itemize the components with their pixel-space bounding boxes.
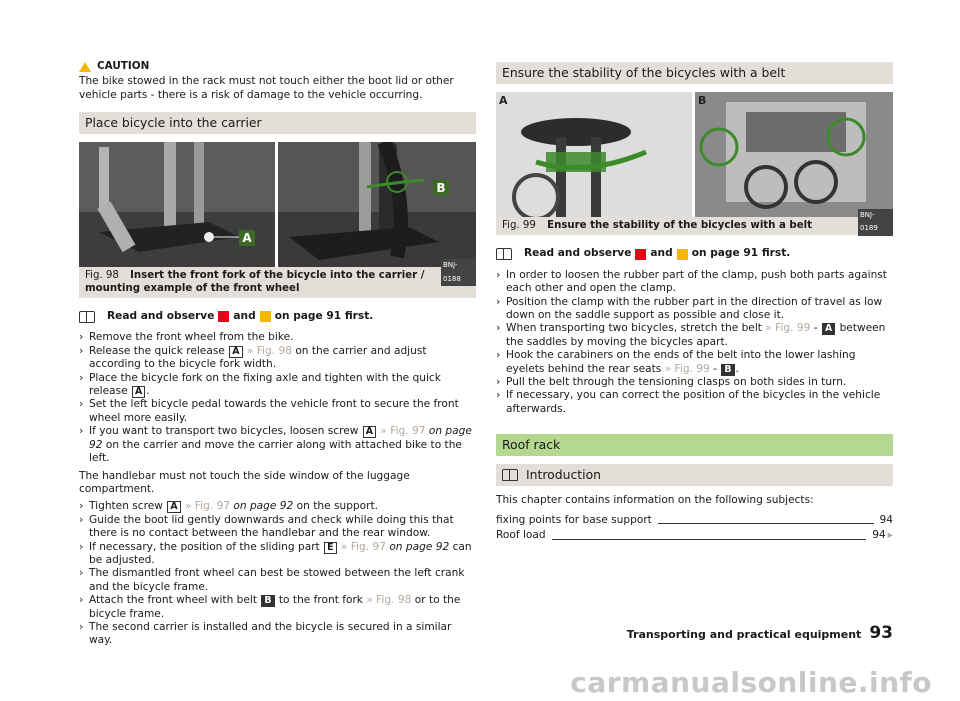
section-title-place-bicycle: Place bicycle into the carrier (79, 112, 476, 134)
key-b: B (721, 364, 734, 376)
fig-reference-link[interactable]: » Fig. 97 (340, 540, 386, 553)
note-pre: Read and observe (107, 310, 215, 323)
key-a: A (167, 501, 180, 513)
figure-98-label-b: B (433, 180, 449, 196)
figure-99-photo (496, 92, 893, 217)
key-a: A (132, 386, 145, 398)
warning-yellow-icon (260, 311, 271, 322)
list-item: › If necessary, you can correct the position of the bicycles in the vehicle afterwards. (496, 389, 881, 415)
book-icon (79, 311, 95, 323)
fig-reference-link[interactable]: » Fig. 97 (380, 425, 426, 438)
note-post: on page 91 first. (274, 310, 374, 323)
list-item: › Release the quick release A » Fig. 98 on the carrier and adjust according to the bicycle fork width. (79, 344, 427, 371)
bullet-arrow-icon: › (79, 594, 84, 607)
toc-leader (552, 539, 867, 540)
list-item: › Attach the front wheel with belt B to the front fork » Fig. 98 or to the bicycle frame. (79, 594, 461, 620)
figure-98-caption-text: Insert the front fork of the bicycle into the carrier / mounting example of the front wheel (85, 270, 425, 294)
bullet-arrow-icon: › (496, 349, 501, 362)
warning-yellow-icon (677, 249, 688, 260)
figure-98-code: BNJ-0188 (441, 259, 476, 286)
bullet-arrow-icon: › (496, 268, 501, 281)
figure-99-label-a: A (499, 94, 508, 107)
list-item: › If necessary, the position of the sliding part E » Fig. 97 on page 92 can be adjusted. (79, 540, 472, 566)
book-icon (496, 248, 512, 260)
key-a: A (363, 426, 376, 438)
handlebar-paragraph: The handlebar must not touch the side window of the luggage compartment. (79, 469, 410, 495)
steps-list-right (496, 269, 893, 416)
section-title-stability: Ensure the stability of the bicycles with a belt (496, 62, 893, 84)
fig-reference-link[interactable]: » Fig. 98 (366, 594, 412, 607)
list-item: › Set the left bicycle pedal towards the vehicle front to secure the front wheel more easily. (79, 398, 459, 424)
roof-rack-heading: Roof rack (496, 434, 893, 456)
key-b: B (261, 595, 274, 607)
bullet-arrow-icon: › (79, 344, 84, 357)
toc-row[interactable]: Roof load 94 ▸ (496, 529, 893, 542)
right-column (496, 60, 893, 543)
bullet-arrow-icon: › (79, 398, 84, 411)
bullet-arrow-icon: › (79, 567, 84, 580)
bullet-arrow-icon: › (79, 620, 84, 633)
list-item: › Position the clamp with the rubber part in the direction of travel as low down on the saddle support as possible and close it. (496, 295, 883, 322)
list-item: › The second carrier is installed and the bicycle is secured in a similar way. (79, 620, 452, 647)
caution-title: CAUTION (97, 60, 150, 72)
bullet-arrow-icon: › (496, 322, 501, 335)
left-column (79, 60, 476, 648)
figure-99-code: BNJ-0189 (858, 209, 893, 236)
list-item: › In order to loosen the rubber part of the clamp, push both parts against each other and open the clamp. (496, 268, 887, 295)
caution-icon (79, 62, 91, 72)
figure-98-label-a: A (239, 230, 255, 246)
warning-red-icon (218, 311, 229, 322)
figure-99-caption-text: Ensure the stability of the bicycles with a belt (547, 220, 812, 231)
list-item: › Tighten screw A » Fig. 97 on page 92 on the support. (79, 500, 378, 513)
intro-text: This chapter contains information on the following subjects: (496, 494, 814, 507)
bullet-arrow-icon: › (79, 500, 84, 513)
list-item: › Pull the belt through the tensioning clasps on both sides in turn. (496, 376, 847, 389)
warning-red-icon (635, 249, 646, 260)
steps-list (79, 331, 476, 465)
key-e: E (324, 542, 336, 554)
list-item: › Place the bicycle fork on the fixing axle and tighten with the quick release A . (79, 371, 441, 398)
bullet-arrow-icon: › (79, 425, 84, 438)
fig-reference-link[interactable]: » Fig. 97 (184, 500, 231, 513)
page-number: 93 (869, 623, 893, 643)
figure-99-label-b: B (698, 94, 707, 107)
list-item: › When transporting two bicycles, stretch the belt » Fig. 99 - A between the saddles by moving the bicycles apart. (496, 322, 886, 348)
list-item: › Remove the front wheel from the bike. (79, 331, 294, 344)
bullet-arrow-icon: › (496, 389, 501, 402)
figure-98-number: Fig. 98 (85, 270, 119, 282)
bullet-arrow-icon: › (79, 331, 84, 344)
footer-title: Transporting and practical equipment (626, 628, 862, 641)
bullet-arrow-icon: › (79, 540, 84, 553)
bullet-arrow-icon: › (79, 371, 84, 384)
steps-list-2 (79, 500, 476, 647)
read-observe-note-right: Read and observe and on page 91 first. (496, 247, 893, 260)
caution-text: The bike stowed in the rack must not touch either the boot lid or other vehicle parts - there is a risk of damage to the vehicle occurring. (79, 75, 454, 101)
list-item: › The dismantled front wheel can best be stowed between the left crank and the bicycle frame. (79, 567, 465, 593)
bullet-arrow-icon: › (79, 513, 84, 526)
page-footer (620, 623, 893, 643)
read-observe-note (79, 310, 476, 323)
figure-98-caption (79, 267, 476, 298)
continue-arrow-icon: ▸ (887, 529, 893, 542)
list-item: › Hook the carabiners on the ends of the belt into the lower lashing eyelets behind the rear seats » Fig. 99 - B . (496, 349, 856, 375)
figure-99-caption (496, 217, 893, 235)
introduction-heading: Introduction (496, 464, 893, 486)
fig-reference-link[interactable]: » Fig. 99 (765, 322, 811, 335)
key-a: A (822, 323, 835, 335)
toc-leader (658, 523, 874, 524)
watermark-text: carmanualsonline.info (570, 665, 932, 699)
fig-reference-link[interactable]: » Fig. 98 (246, 344, 292, 357)
figure-99-number: Fig. 99 (502, 220, 536, 231)
caution-heading (79, 60, 476, 73)
book-icon (502, 469, 518, 481)
figure-98-photo (79, 142, 476, 267)
bullet-arrow-icon: › (496, 376, 501, 389)
key-a: A (229, 346, 242, 358)
note-and: and (233, 310, 256, 323)
bullet-arrow-icon: › (496, 295, 501, 308)
toc-row[interactable]: fixing points for base support 94 (496, 513, 893, 526)
fig-reference-link[interactable]: » Fig. 99 (664, 362, 710, 375)
list-item: › If you want to transport two bicycles, loosen screw A » Fig. 97 on page 92 on the carrier and move the carrier along with attached bike to the left. (79, 425, 472, 465)
list-item: › Guide the boot lid gently downwards and check while doing this that there is no contact between the handlebar and the rear window. (79, 513, 454, 540)
